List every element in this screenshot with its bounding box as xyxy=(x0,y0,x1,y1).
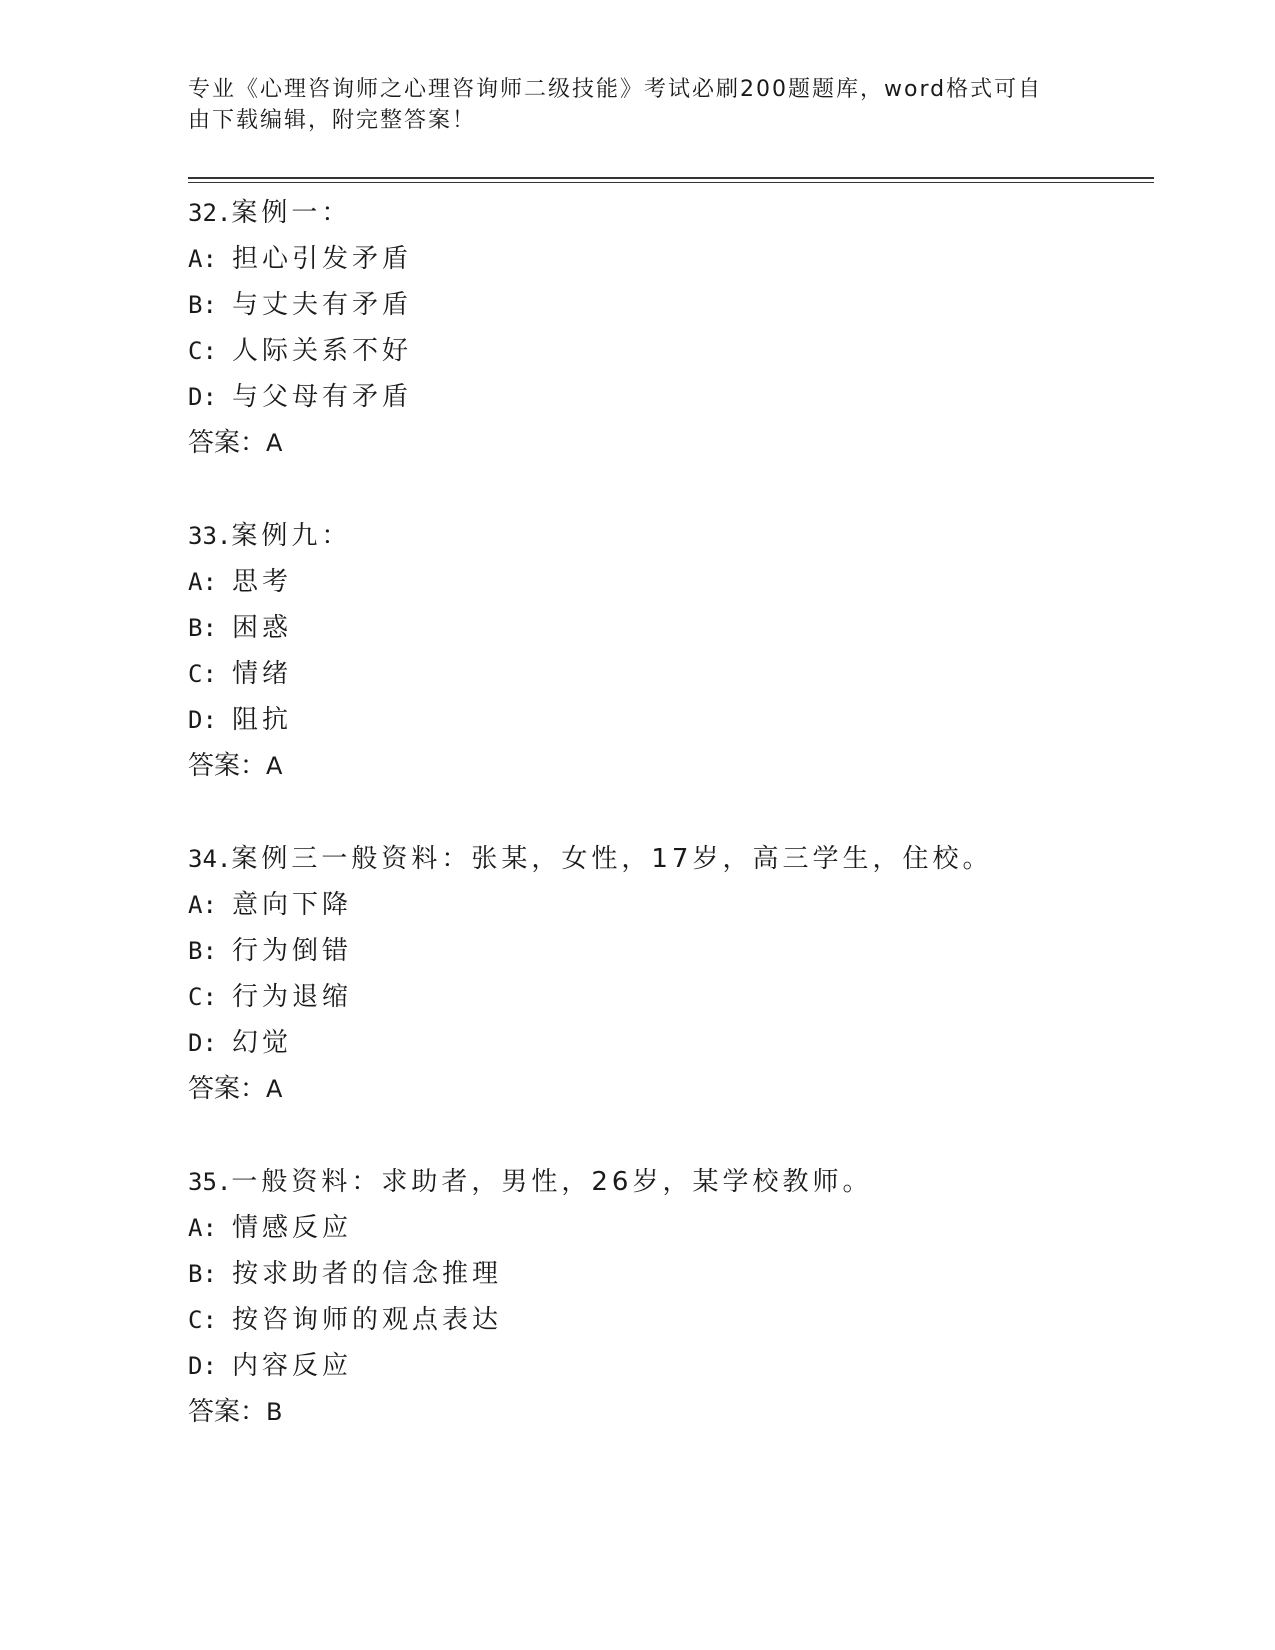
option-b xyxy=(188,928,1148,974)
option-text: 与丈夫有矛盾 xyxy=(232,290,413,320)
answer-line xyxy=(188,743,1148,789)
option-key: A: xyxy=(188,891,217,919)
option-text: 意向下降 xyxy=(232,890,353,920)
answer-value: A xyxy=(266,1075,283,1103)
answer-value: B xyxy=(266,1398,283,1426)
option-c xyxy=(188,328,1148,374)
option-a xyxy=(188,236,1148,282)
question-text: 案例三一般资料：张某，女性，17岁，高三学生，住校。 xyxy=(231,844,993,874)
option-b xyxy=(188,605,1148,651)
option-text: 与父母有矛盾 xyxy=(232,382,413,412)
question-number: 35. xyxy=(188,1168,232,1196)
answer-value: A xyxy=(266,429,283,457)
option-c xyxy=(188,974,1148,1020)
option-key: D: xyxy=(188,383,217,411)
option-text: 内容反应 xyxy=(232,1351,353,1381)
answer-label: 答案： xyxy=(188,1397,267,1427)
option-text: 情感反应 xyxy=(232,1213,353,1243)
question-item xyxy=(188,836,1148,1112)
option-d xyxy=(188,1343,1148,1389)
option-text: 情绪 xyxy=(232,659,293,689)
question-text: 案例一： xyxy=(231,198,352,228)
option-text: 思考 xyxy=(232,567,293,597)
question-number: 34. xyxy=(188,845,232,873)
header-line-2: 由下载编辑，附完整答案！ xyxy=(188,108,477,133)
option-a xyxy=(188,882,1148,928)
option-key: C: xyxy=(188,983,217,1011)
option-key: B: xyxy=(188,291,217,319)
option-key: D: xyxy=(188,706,217,734)
question-item xyxy=(188,513,1148,789)
option-text: 困惑 xyxy=(232,613,293,643)
option-d xyxy=(188,1020,1148,1066)
option-b xyxy=(188,282,1148,328)
answer-label: 答案： xyxy=(188,428,267,458)
option-text: 幻觉 xyxy=(232,1028,293,1058)
header-divider-thick xyxy=(188,177,1154,179)
question-number: 32. xyxy=(188,199,232,227)
option-c xyxy=(188,651,1148,697)
option-text: 按咨询师的观点表达 xyxy=(232,1305,503,1335)
answer-label: 答案： xyxy=(188,751,267,781)
option-text: 阻抗 xyxy=(232,705,293,735)
option-key: C: xyxy=(188,1306,217,1334)
answer-line xyxy=(188,1389,1148,1435)
option-c xyxy=(188,1297,1148,1343)
option-key: D: xyxy=(188,1029,217,1057)
question-list xyxy=(188,190,1148,1482)
option-d xyxy=(188,697,1148,743)
document-header xyxy=(188,74,1068,136)
question-stem xyxy=(188,190,1148,236)
question-item xyxy=(188,190,1148,466)
answer-line xyxy=(188,420,1148,466)
option-key: A: xyxy=(188,1214,217,1242)
question-item xyxy=(188,1159,1148,1435)
option-text: 行为倒错 xyxy=(232,936,353,966)
option-key: A: xyxy=(188,568,217,596)
option-d xyxy=(188,374,1148,420)
option-text: 担心引发矛盾 xyxy=(232,244,413,274)
option-a xyxy=(188,559,1148,605)
option-key: B: xyxy=(188,937,217,965)
question-text: 一般资料：求助者，男性，26岁，某学校教师。 xyxy=(231,1167,873,1197)
header-divider-thin xyxy=(188,182,1154,183)
question-stem xyxy=(188,513,1148,559)
option-text: 行为退缩 xyxy=(232,982,353,1012)
option-key: C: xyxy=(188,660,217,688)
option-key: C: xyxy=(188,337,217,365)
option-key: D: xyxy=(188,1352,217,1380)
question-text: 案例九： xyxy=(231,521,352,551)
answer-line xyxy=(188,1066,1148,1112)
option-a xyxy=(188,1205,1148,1251)
option-b xyxy=(188,1251,1148,1297)
option-text: 人际关系不好 xyxy=(232,336,413,366)
option-text: 按求助者的信念推理 xyxy=(232,1259,503,1289)
answer-value: A xyxy=(266,752,283,780)
header-line-1: 专业《心理咨询师之心理咨询师二级技能》考试必刷200题题库，word格式可自 xyxy=(188,77,1043,102)
question-stem xyxy=(188,836,1148,882)
answer-label: 答案： xyxy=(188,1074,267,1104)
question-stem xyxy=(188,1159,1148,1205)
question-number: 33. xyxy=(188,522,232,550)
option-key: A: xyxy=(188,245,217,273)
option-key: B: xyxy=(188,1260,217,1288)
option-key: B: xyxy=(188,614,217,642)
